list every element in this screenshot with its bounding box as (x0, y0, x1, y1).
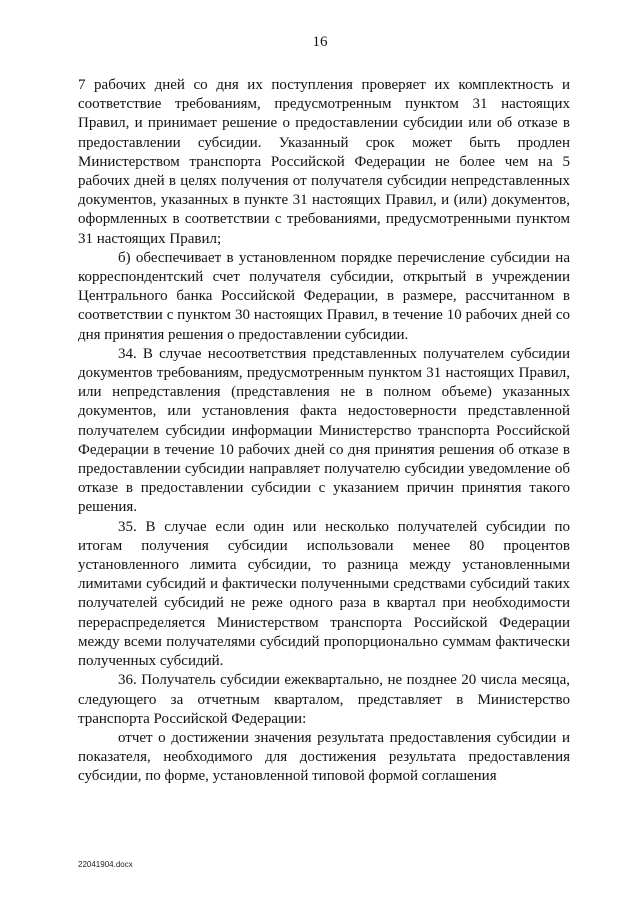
paragraph-continuation: 7 рабочих дней со дня их поступления проверяет их комплектность и соответствие требованиям, предусмотренным пунктом 31 настоящих Правил, и принимает решение о предоставлении субсидии или об отказе в предоставлении субсидии. Указанный срок может быть продлен Министерством транспорта Российской Федерации не более чем на 5 рабочих дней в целях получения от получателя субсидии непредставленных документов, указанных в пункте 31 настоящих Правил, и (или) документов, оформленных в соответствии с требованиями, предусмотренными пунктом 31 настоящих Правил; (78, 77, 570, 247)
paragraph-report-item: отчет о достижении значения результата предоставления субсидии и показателя, необходимого для достижения результата предоставления субсидии, по форме, установленной типовой формой соглашения (78, 729, 570, 785)
document-body (78, 76, 570, 787)
paragraph-point-36: 36. Получатель субсидии ежеквартально, не позднее 20 числа месяца, следующего за отчетным кварталом, представляет в Министерство транспорта Российской Федерации: (78, 672, 570, 727)
paragraph-subpoint-b: б) обеспечивает в установленном порядке перечисление субсидии на корреспондентский счет получателя субсидии, открытый в учреждении Центрального банка Российской Федерации, в размере, рассчитанном в соответствии с пунктом 30 настоящих Правил, в течение 10 рабочих дней со дня принятия решения о предоставлении субсидии. (78, 249, 570, 343)
footer-filename: 22041904.docx (78, 860, 133, 869)
paragraph-point-35: 35. В случае если один или несколько получателей субсидии по итогам получения субсидии использовали менее 80 процентов установленного лимита субсидии, то разница между установленными лимитами субсидий и фактически полученными средствами субсидий таких получателей субсидий не реже одного раза в квартал при необходимости перераспределяется Министерством транспорта Российской Федерации между всеми получателями субсидий пропорционально суммам фактически полученных субсидий. (78, 518, 570, 670)
paragraph-point-34: 34. В случае несоответствия представленных получателем субсидии документов требованиям, предусмотренным пунктом 31 настоящих Правил, или непредставления (представления не в полном объеме) указанных документов, или установления факта недостоверности представленной получателем субсидии информации Министерство транспорта Российской Федерации в течение 10 рабочих дней со дня принятия решения об отказе в предоставлении субсидии направляет получателю субсидии уведомление об отказе в предоставлении субсидии с указанием причин принятия такого решения. (78, 345, 570, 516)
page-number: 16 (312, 34, 328, 50)
